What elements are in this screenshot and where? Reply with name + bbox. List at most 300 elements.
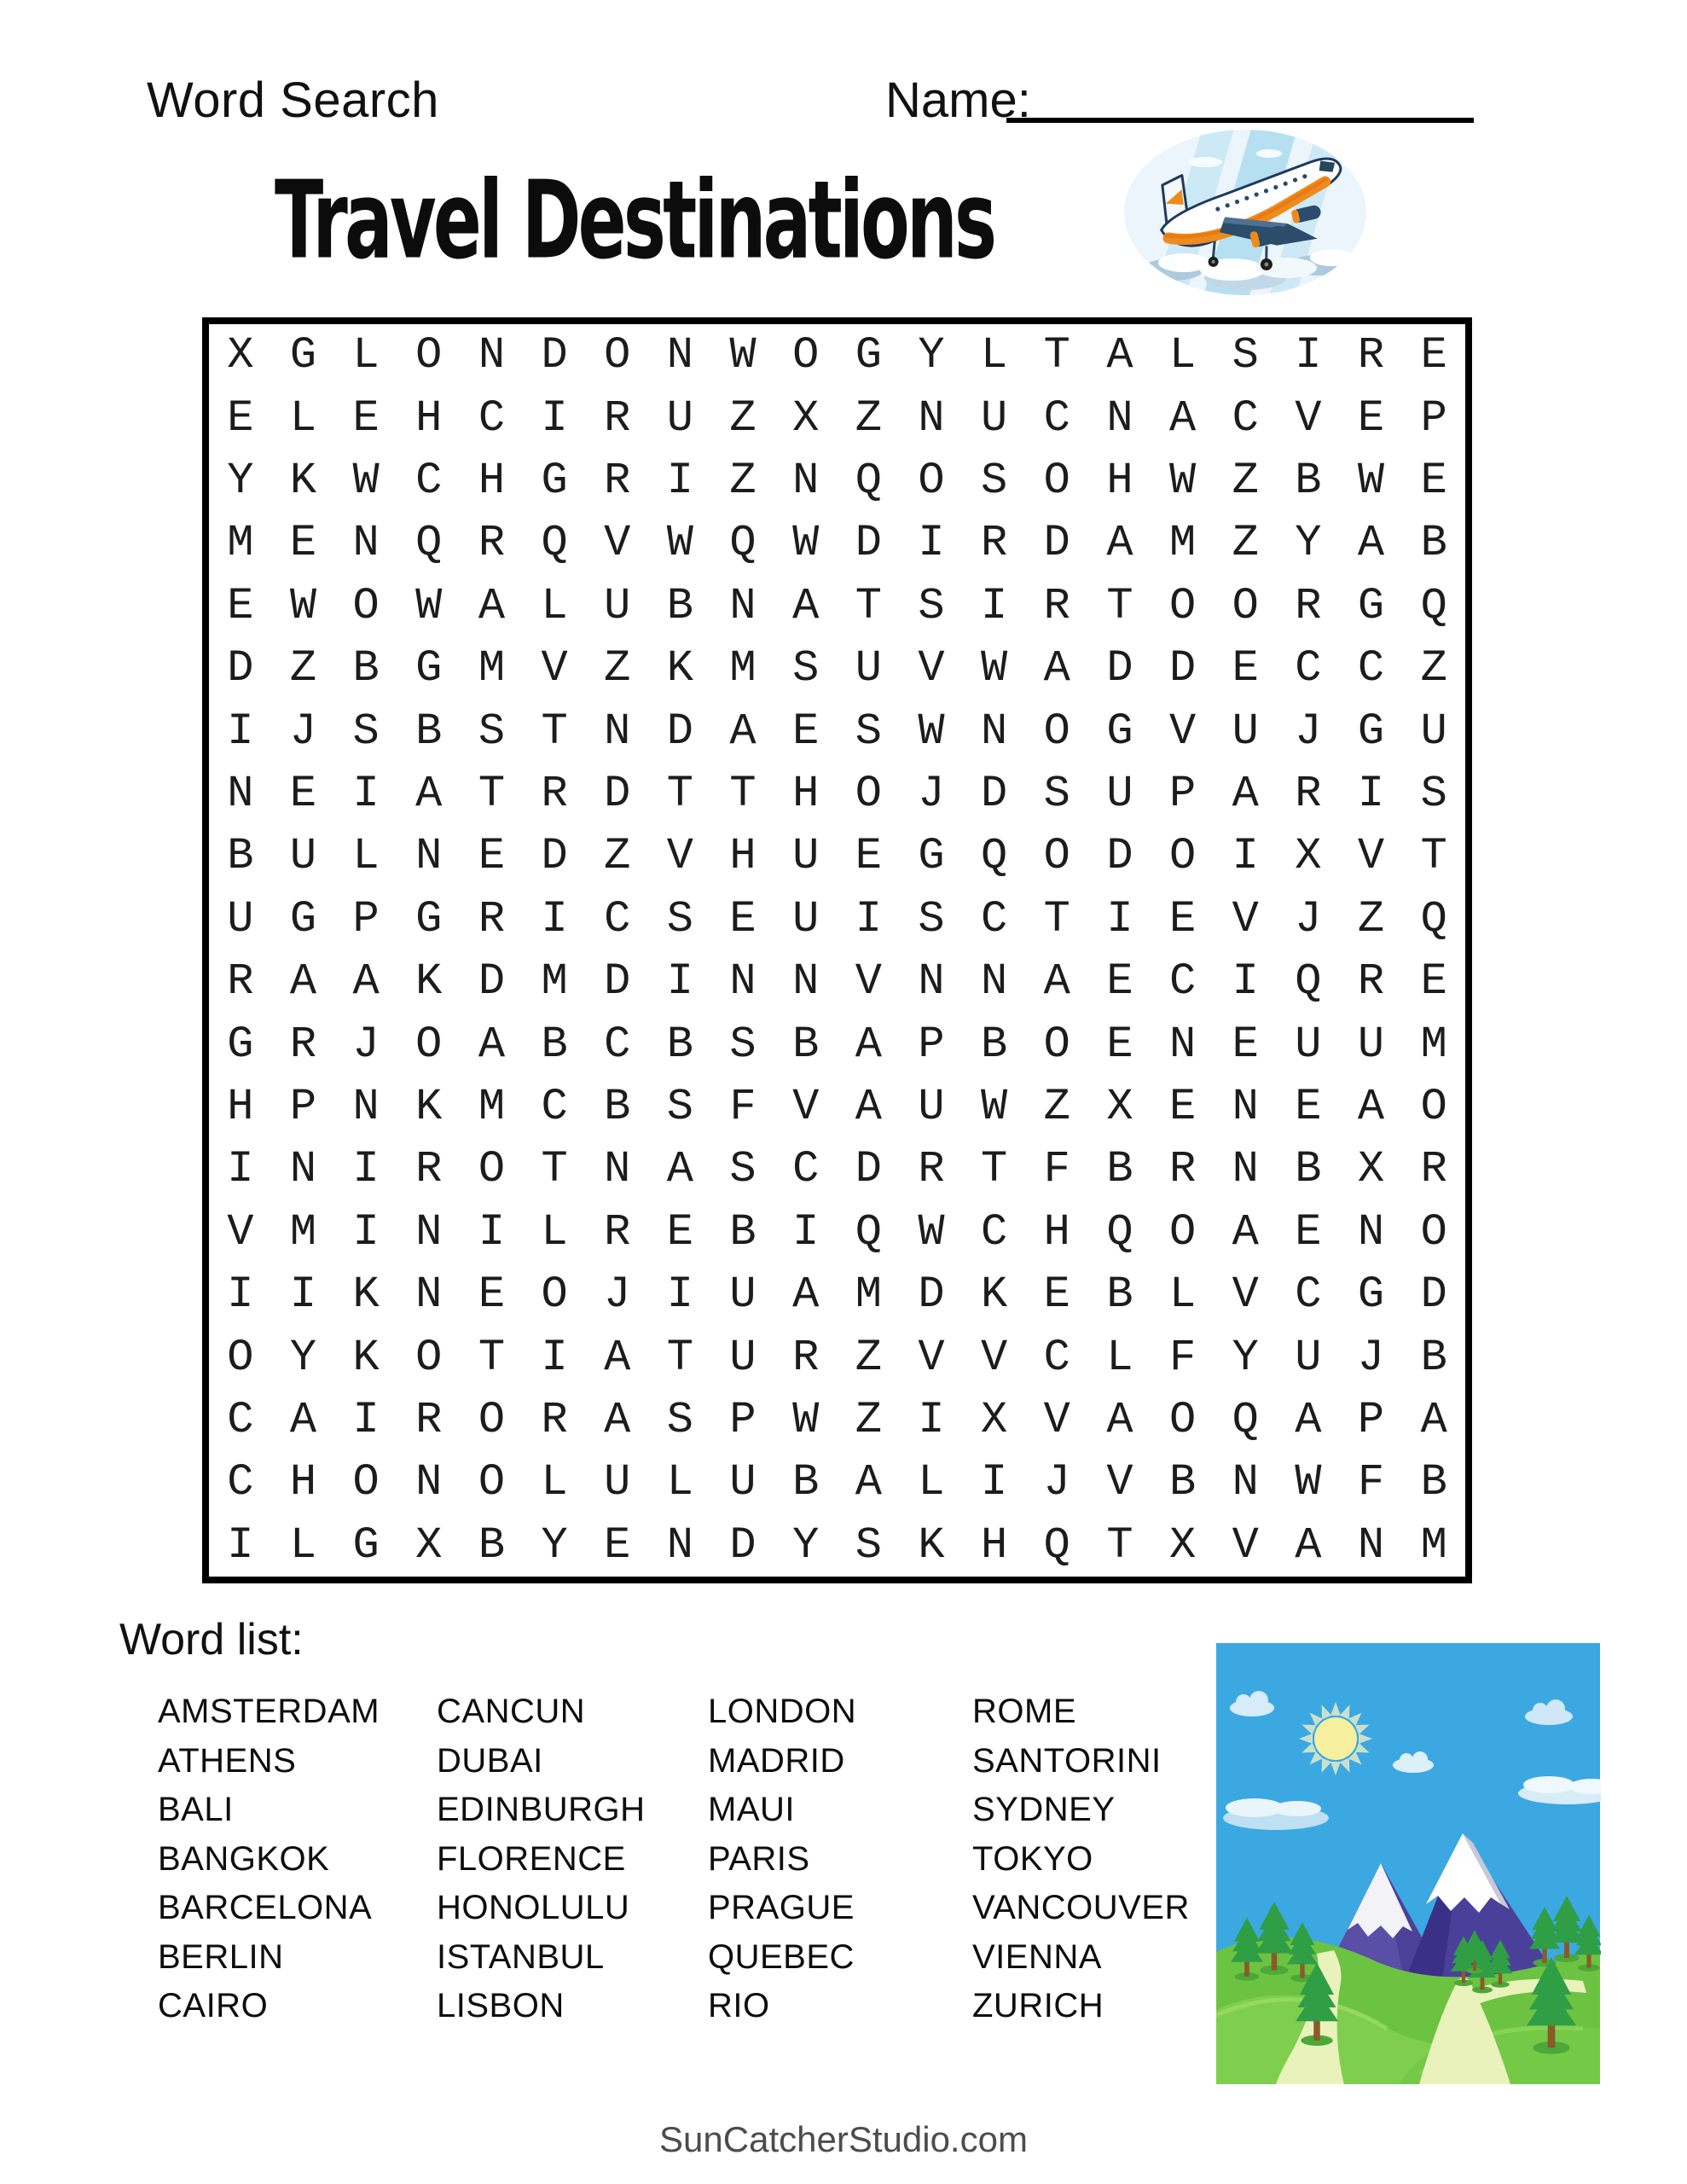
grid-cell-r12c14: O [1043,1019,1070,1070]
grid-cell-r12c8: B [666,1019,693,1070]
grid-cell-r18c16: O [1168,1394,1197,1445]
grid-cell-r6c7: Z [604,643,631,694]
grid-cell-r3c10: N [792,455,820,506]
grid-cell-r16c4: N [415,1269,443,1321]
grid-cell-r10c16: E [1168,893,1197,944]
grid-cell-r17c16: F [1168,1332,1197,1383]
grid-cell-r9c3: L [352,831,380,882]
grid-cell-r18c19: P [1357,1394,1385,1445]
grid-cell-r19c14: J [1043,1457,1070,1508]
grid-cell-r17c18: U [1295,1332,1322,1383]
grid-cell-r4c9: Q [729,518,757,569]
grid-cell-r3c18: B [1295,455,1322,506]
grid-cell-r15c12: W [918,1206,945,1258]
grid-cell-r20c7: E [604,1519,631,1571]
word-list-column-4 [972,1687,1254,2031]
grid-cell-r5c13: I [981,580,1008,631]
grid-cell-r11c13: N [981,956,1008,1008]
grid-cell-r12c10: B [792,1019,820,1070]
grid-cell-r9c12: G [918,831,945,882]
grid-cell-r8c7: D [604,768,631,819]
grid-cell-r17c20: B [1420,1332,1447,1383]
grid-cell-r13c20: O [1420,1081,1447,1132]
grid-cell-r19c6: L [541,1457,568,1508]
grid-cell-r4c16: M [1168,518,1197,569]
grid-cell-r20c12: K [918,1519,945,1571]
word-item: BARCELONA [158,1889,373,1926]
grid-cell-r5c10: A [792,580,820,631]
grid-cell-r15c7: R [604,1206,631,1258]
grid-cell-r2c1: E [227,392,254,444]
grid-cell-r3c20: E [1420,455,1447,506]
grid-cell-r7c6: T [541,706,568,757]
grid-cell-r2c14: C [1043,392,1070,444]
puzzle-title: Travel Destinations [275,159,994,283]
grid-cell-r5c9: N [729,580,757,631]
grid-cell-r6c15: D [1106,643,1133,694]
word-item: AMSTERDAM [158,1693,380,1730]
grid-cell-r4c13: R [981,518,1008,569]
grid-cell-r17c13: V [981,1332,1008,1383]
grid-cell-r14c7: N [604,1144,631,1195]
grid-cell-r20c6: Y [541,1519,568,1571]
grid-cell-r13c13: W [981,1081,1008,1132]
grid-cell-r20c8: N [666,1519,693,1571]
word-item: VANCOUVER [972,1889,1190,1926]
grid-cell-r12c16: N [1168,1019,1197,1070]
grid-cell-r4c8: W [666,518,693,569]
grid-cell-r5c1: E [227,580,254,631]
grid-cell-r6c19: C [1357,643,1385,694]
grid-cell-r7c15: G [1106,706,1133,757]
grid-cell-r20c2: L [289,1519,317,1571]
grid-cell-r17c5: T [478,1332,506,1383]
grid-cell-r6c10: S [792,643,820,694]
grid-cell-r2c20: P [1420,392,1447,444]
grid-cell-r15c4: N [415,1206,443,1258]
grid-cell-r1c5: N [478,330,506,381]
grid-cell-r9c19: V [1357,831,1385,882]
grid-cell-r9c20: T [1420,831,1447,882]
grid-cell-r8c4: A [415,768,443,819]
grid-cell-r13c5: M [478,1081,506,1132]
grid-cell-r18c2: A [289,1394,317,1445]
grid-cell-r20c17: V [1232,1519,1259,1571]
grid-cell-r7c3: S [352,706,380,757]
grid-cell-r12c9: S [729,1019,757,1070]
grid-cell-r18c20: A [1420,1394,1447,1445]
grid-cell-r4c17: Z [1232,518,1259,569]
grid-cell-r7c9: A [729,706,757,757]
grid-cell-r20c15: T [1106,1519,1133,1571]
grid-cell-r13c19: A [1357,1081,1385,1132]
grid-cell-r8c2: E [289,768,317,819]
grid-cell-r7c7: N [604,706,631,757]
grid-cell-r16c8: I [666,1269,693,1321]
grid-cell-r18c3: I [352,1394,380,1445]
grid-cell-r20c20: M [1420,1519,1447,1571]
grid-cell-r17c6: I [541,1332,568,1383]
grid-cell-r19c10: B [792,1457,820,1508]
grid-cell-r15c11: Q [855,1206,882,1258]
grid-cell-r20c18: A [1295,1519,1322,1571]
word-item: DUBAI [437,1741,543,1780]
grid-cell-r8c12: J [918,768,945,819]
grid-cell-r17c17: Y [1232,1332,1259,1383]
grid-cell-r10c12: S [918,893,945,944]
grid-cell-r11c9: N [729,956,757,1008]
grid-cell-r16c19: G [1357,1269,1385,1321]
grid-cell-r11c6: M [541,956,568,1008]
grid-cell-r7c18: J [1295,706,1322,757]
grid-cell-r1c10: O [792,330,820,381]
grid-cell-r10c13: C [981,893,1008,944]
word-item: SYDNEY [972,1791,1116,1828]
grid-cell-r11c19: R [1357,956,1385,1008]
grid-cell-r11c4: K [415,956,443,1008]
letter-grid [202,317,1472,1583]
grid-cell-r1c8: N [666,330,693,381]
word-item: BERLIN [158,1937,284,1976]
grid-cell-r7c17: U [1232,706,1259,757]
grid-cell-r5c15: T [1106,580,1133,631]
grid-cell-r9c15: D [1106,831,1133,882]
grid-cell-r9c10: U [792,831,820,882]
grid-cell-r3c15: H [1106,455,1133,506]
grid-cell-r9c6: D [541,831,568,882]
grid-cell-r14c18: B [1295,1144,1322,1195]
grid-cell-r6c5: M [478,643,506,694]
grid-cell-r5c5: A [478,580,506,631]
grid-cell-r3c1: Y [227,455,254,506]
grid-cell-r8c5: T [478,768,506,819]
grid-cell-r3c5: H [478,455,506,506]
grid-cell-r1c12: Y [918,330,945,381]
grid-cell-r1c15: A [1106,330,1133,381]
grid-cell-r19c5: O [478,1457,506,1508]
word-item: MADRID [708,1741,845,1780]
word-item: ISTANBUL [437,1937,605,1976]
grid-cell-r18c18: A [1295,1394,1322,1445]
grid-cell-r5c17: O [1232,580,1259,631]
grid-cell-r6c18: C [1295,643,1322,694]
grid-cell-r20c4: X [415,1519,443,1571]
grid-cell-r7c1: I [227,706,254,757]
grid-cell-r15c3: I [352,1206,380,1258]
grid-cell-r5c7: U [604,580,631,631]
grid-cell-r13c4: K [415,1081,443,1132]
grid-cell-r20c3: G [352,1519,380,1571]
grid-cell-r14c8: A [666,1144,693,1195]
word-list-column-3 [708,1687,972,2031]
grid-cell-r14c1: I [227,1144,254,1195]
word-list-column-1 [158,1687,437,2031]
grid-cell-r11c18: Q [1295,956,1322,1008]
grid-cell-r6c11: U [855,643,882,694]
grid-cell-r18c7: A [604,1394,631,1445]
grid-cell-r5c4: W [415,580,443,631]
grid-cell-r4c12: I [918,518,945,569]
word-item: ATHENS [158,1741,297,1780]
word-item: MAUI [708,1791,795,1828]
word-item: PRAGUE [708,1889,855,1926]
grid-cell-r19c11: A [855,1457,882,1508]
grid-cell-r18c14: V [1043,1394,1070,1445]
grid-cell-r4c14: D [1043,518,1070,569]
grid-cell-r8c19: I [1357,768,1385,819]
grid-cell-r14c2: N [289,1144,317,1195]
grid-cell-r19c13: I [981,1457,1008,1508]
word-item: CAIRO [158,1987,269,2024]
grid-cell-r4c11: D [855,518,882,569]
grid-cell-r12c3: J [352,1019,380,1070]
grid-cell-r15c13: C [981,1206,1008,1258]
word-list-column-2 [437,1687,708,2031]
grid-cell-r7c4: B [415,706,443,757]
grid-cell-r8c9: T [729,768,757,819]
grid-cell-r11c11: V [855,956,882,1008]
grid-cell-r18c4: R [415,1394,443,1445]
grid-cell-r9c11: E [855,831,882,882]
grid-cell-r12c2: R [289,1019,317,1070]
grid-cell-r13c17: N [1232,1081,1259,1132]
grid-cell-r6c9: M [729,643,757,694]
word-item: LONDON [708,1693,857,1730]
grid-cell-r13c3: N [352,1081,380,1132]
grid-cell-r14c20: R [1420,1144,1447,1195]
grid-cell-r16c17: V [1232,1269,1259,1321]
grid-cell-r6c13: W [981,643,1008,694]
grid-cell-r10c17: V [1232,893,1259,944]
grid-cell-r12c17: E [1232,1019,1259,1070]
grid-cell-r18c15: A [1106,1394,1133,1445]
grid-cell-r1c7: O [604,330,631,381]
grid-cell-r20c14: Q [1043,1519,1070,1571]
grid-cell-r2c3: E [352,392,380,444]
grid-cell-r9c1: B [227,831,254,882]
grid-cell-r17c19: J [1357,1332,1385,1383]
grid-cell-r1c17: S [1232,330,1259,381]
grid-cell-r15c19: N [1357,1206,1385,1258]
grid-cell-r20c16: X [1168,1519,1197,1571]
grid-cell-r9c17: I [1232,831,1259,882]
grid-cell-r3c8: I [666,455,693,506]
grid-cell-r19c1: C [227,1457,254,1508]
grid-cell-r10c2: G [289,893,317,944]
grid-cell-r15c9: B [729,1206,757,1258]
grid-cell-r17c3: K [352,1332,380,1383]
grid-cell-r16c18: C [1295,1269,1322,1321]
grid-cell-r8c15: U [1106,768,1133,819]
grid-cell-r15c14: H [1043,1206,1070,1258]
grid-cell-r10c20: Q [1420,893,1447,944]
grid-cell-r17c2: Y [289,1332,317,1383]
grid-cell-r11c7: D [604,956,631,1008]
grid-cell-r1c9: W [729,330,757,381]
grid-cell-r18c10: W [792,1394,820,1445]
grid-cell-r2c15: N [1106,392,1133,444]
grid-cell-r6c2: Z [289,643,317,694]
grid-cell-r3c12: O [918,455,945,506]
grid-cell-r16c16: L [1168,1269,1197,1321]
grid-cell-r18c8: S [666,1394,693,1445]
word-item: CANCUN [437,1693,586,1730]
grid-cell-r2c4: H [415,392,443,444]
grid-cell-r2c12: N [918,392,945,444]
grid-cell-r15c6: L [541,1206,568,1258]
grid-cell-r17c11: Z [855,1332,882,1383]
grid-cell-r18c1: C [227,1394,254,1445]
word-item: FLORENCE [437,1839,626,1878]
grid-cell-r17c10: R [792,1332,820,1383]
grid-cell-r16c1: I [227,1269,254,1321]
grid-cell-r10c11: I [855,893,882,944]
grid-cell-r10c10: U [792,893,820,944]
grid-cell-r14c17: N [1232,1144,1259,1195]
grid-cell-r2c8: U [666,392,693,444]
grid-cell-r5c14: R [1043,580,1070,631]
grid-cell-r10c4: G [415,893,443,944]
grid-cell-r13c6: C [541,1081,568,1132]
grid-cell-r10c7: C [604,893,631,944]
grid-cell-r19c3: O [352,1457,380,1508]
word-list [158,1687,1254,2031]
grid-cell-r20c1: I [227,1519,254,1571]
grid-cell-r14c4: R [415,1144,443,1195]
grid-cell-r20c11: S [855,1519,882,1571]
grid-cell-r12c6: B [541,1019,568,1070]
grid-cell-r12c11: A [855,1019,882,1070]
word-item: RIO [708,1987,770,2024]
grid-cell-r15c8: E [666,1206,693,1258]
grid-cell-r18c17: Q [1232,1394,1259,1445]
footer-credit: SunCatcherStudio.com [659,2119,1028,2159]
grid-cell-r11c2: A [289,956,317,1008]
grid-cell-r10c9: E [729,893,757,944]
grid-cell-r7c2: J [289,706,317,757]
grid-cell-r7c5: S [478,706,506,757]
grid-cell-r15c17: A [1232,1206,1259,1258]
grid-cell-r14c13: T [981,1144,1008,1195]
word-item: QUEBEC [708,1937,855,1976]
name-fill-line [1006,68,1474,123]
grid-cell-r16c15: B [1106,1269,1133,1321]
grid-cell-r2c18: V [1295,392,1322,444]
grid-cell-r6c4: G [415,643,443,694]
grid-cell-r5c19: G [1357,580,1385,631]
grid-cell-r19c8: L [666,1457,693,1508]
grid-cell-r12c13: B [981,1019,1008,1070]
grid-cell-r2c16: A [1168,392,1197,444]
word-item: HONOLULU [437,1889,630,1926]
grid-cell-r17c12: V [918,1332,945,1383]
grid-cell-r7c13: N [981,706,1008,757]
grid-cell-r20c19: N [1357,1519,1385,1571]
grid-cell-r19c15: V [1106,1457,1133,1508]
grid-cell-r6c12: V [918,643,945,694]
grid-cell-r4c2: E [289,518,317,569]
grid-cell-r17c4: O [415,1332,443,1383]
grid-cell-r19c17: N [1232,1457,1259,1508]
grid-cell-r14c16: R [1168,1144,1197,1195]
grid-cell-r16c12: D [918,1269,945,1321]
grid-cell-r2c6: I [541,392,568,444]
grid-cell-r19c20: B [1420,1457,1447,1508]
grid-cell-r2c9: Z [729,392,757,444]
grid-cell-r4c3: N [352,518,380,569]
grid-cell-r11c16: C [1168,956,1197,1008]
grid-cell-r19c9: U [729,1457,757,1508]
grid-cell-r1c6: D [541,330,568,381]
grid-cell-r9c4: N [415,831,443,882]
landscape-illustration [1215,1643,1601,2084]
grid-cell-r10c6: I [541,893,568,944]
grid-cell-r7c20: U [1420,706,1447,757]
grid-cell-r14c5: O [478,1144,506,1195]
grid-cell-r14c6: T [541,1144,568,1195]
grid-cell-r5c18: R [1295,580,1322,631]
grid-cell-r15c2: M [289,1206,317,1258]
grid-cell-r13c15: X [1106,1081,1133,1132]
grid-cell-r14c3: I [352,1144,380,1195]
grid-cell-r17c7: A [604,1332,631,1383]
grid-cell-r12c1: G [227,1019,254,1070]
grid-cell-r7c14: O [1043,706,1070,757]
grid-cell-r13c7: B [604,1081,631,1132]
grid-cell-r15c1: V [227,1206,254,1258]
grid-cell-r3c9: Z [729,455,757,506]
name-label: Name: [885,73,1031,128]
grid-cell-r16c6: O [541,1269,568,1321]
grid-cell-r13c16: E [1168,1081,1197,1132]
grid-cell-r12c20: M [1420,1019,1447,1070]
grid-cell-r16c2: I [289,1269,317,1321]
grid-cell-r8c10: H [792,768,820,819]
grid-cell-r11c17: I [1232,956,1259,1008]
grid-cell-r2c7: R [604,392,631,444]
grid-cell-r17c9: U [729,1332,757,1383]
word-list-heading: Word list: [119,1615,304,1664]
grid-cell-r15c20: O [1420,1206,1447,1258]
grid-cell-r10c3: P [352,893,380,944]
grid-cell-r15c16: O [1168,1206,1197,1258]
grid-cell-r10c1: U [227,893,254,944]
grid-cell-r12c19: U [1357,1019,1385,1070]
grid-cell-r11c8: I [666,956,693,1008]
grid-cell-r18c6: R [541,1394,568,1445]
grid-cell-r14c11: D [855,1144,882,1195]
grid-cell-r20c10: Y [792,1519,820,1571]
grid-cell-r16c20: D [1420,1269,1447,1321]
grid-cell-r4c15: A [1106,518,1133,569]
grid-cell-r13c1: H [227,1081,254,1132]
grid-cell-r7c19: G [1357,706,1385,757]
grid-cell-r13c14: Z [1043,1081,1070,1132]
grid-cell-r4c18: Y [1295,518,1322,569]
grid-cell-r16c10: A [792,1269,820,1321]
grid-cell-r19c16: B [1168,1457,1197,1508]
grid-cell-r14c14: F [1043,1144,1070,1195]
grid-cell-r10c15: I [1106,893,1133,944]
grid-cell-r12c5: A [478,1019,506,1070]
grid-cell-r18c11: Z [855,1394,882,1445]
grid-cell-r14c12: R [918,1144,945,1195]
grid-cell-r8c6: R [541,768,568,819]
grid-cell-r1c3: L [352,330,380,381]
grid-cell-r20c9: D [729,1519,757,1571]
grid-cell-r3c11: Q [855,455,882,506]
grid-cell-r19c12: L [918,1457,945,1508]
